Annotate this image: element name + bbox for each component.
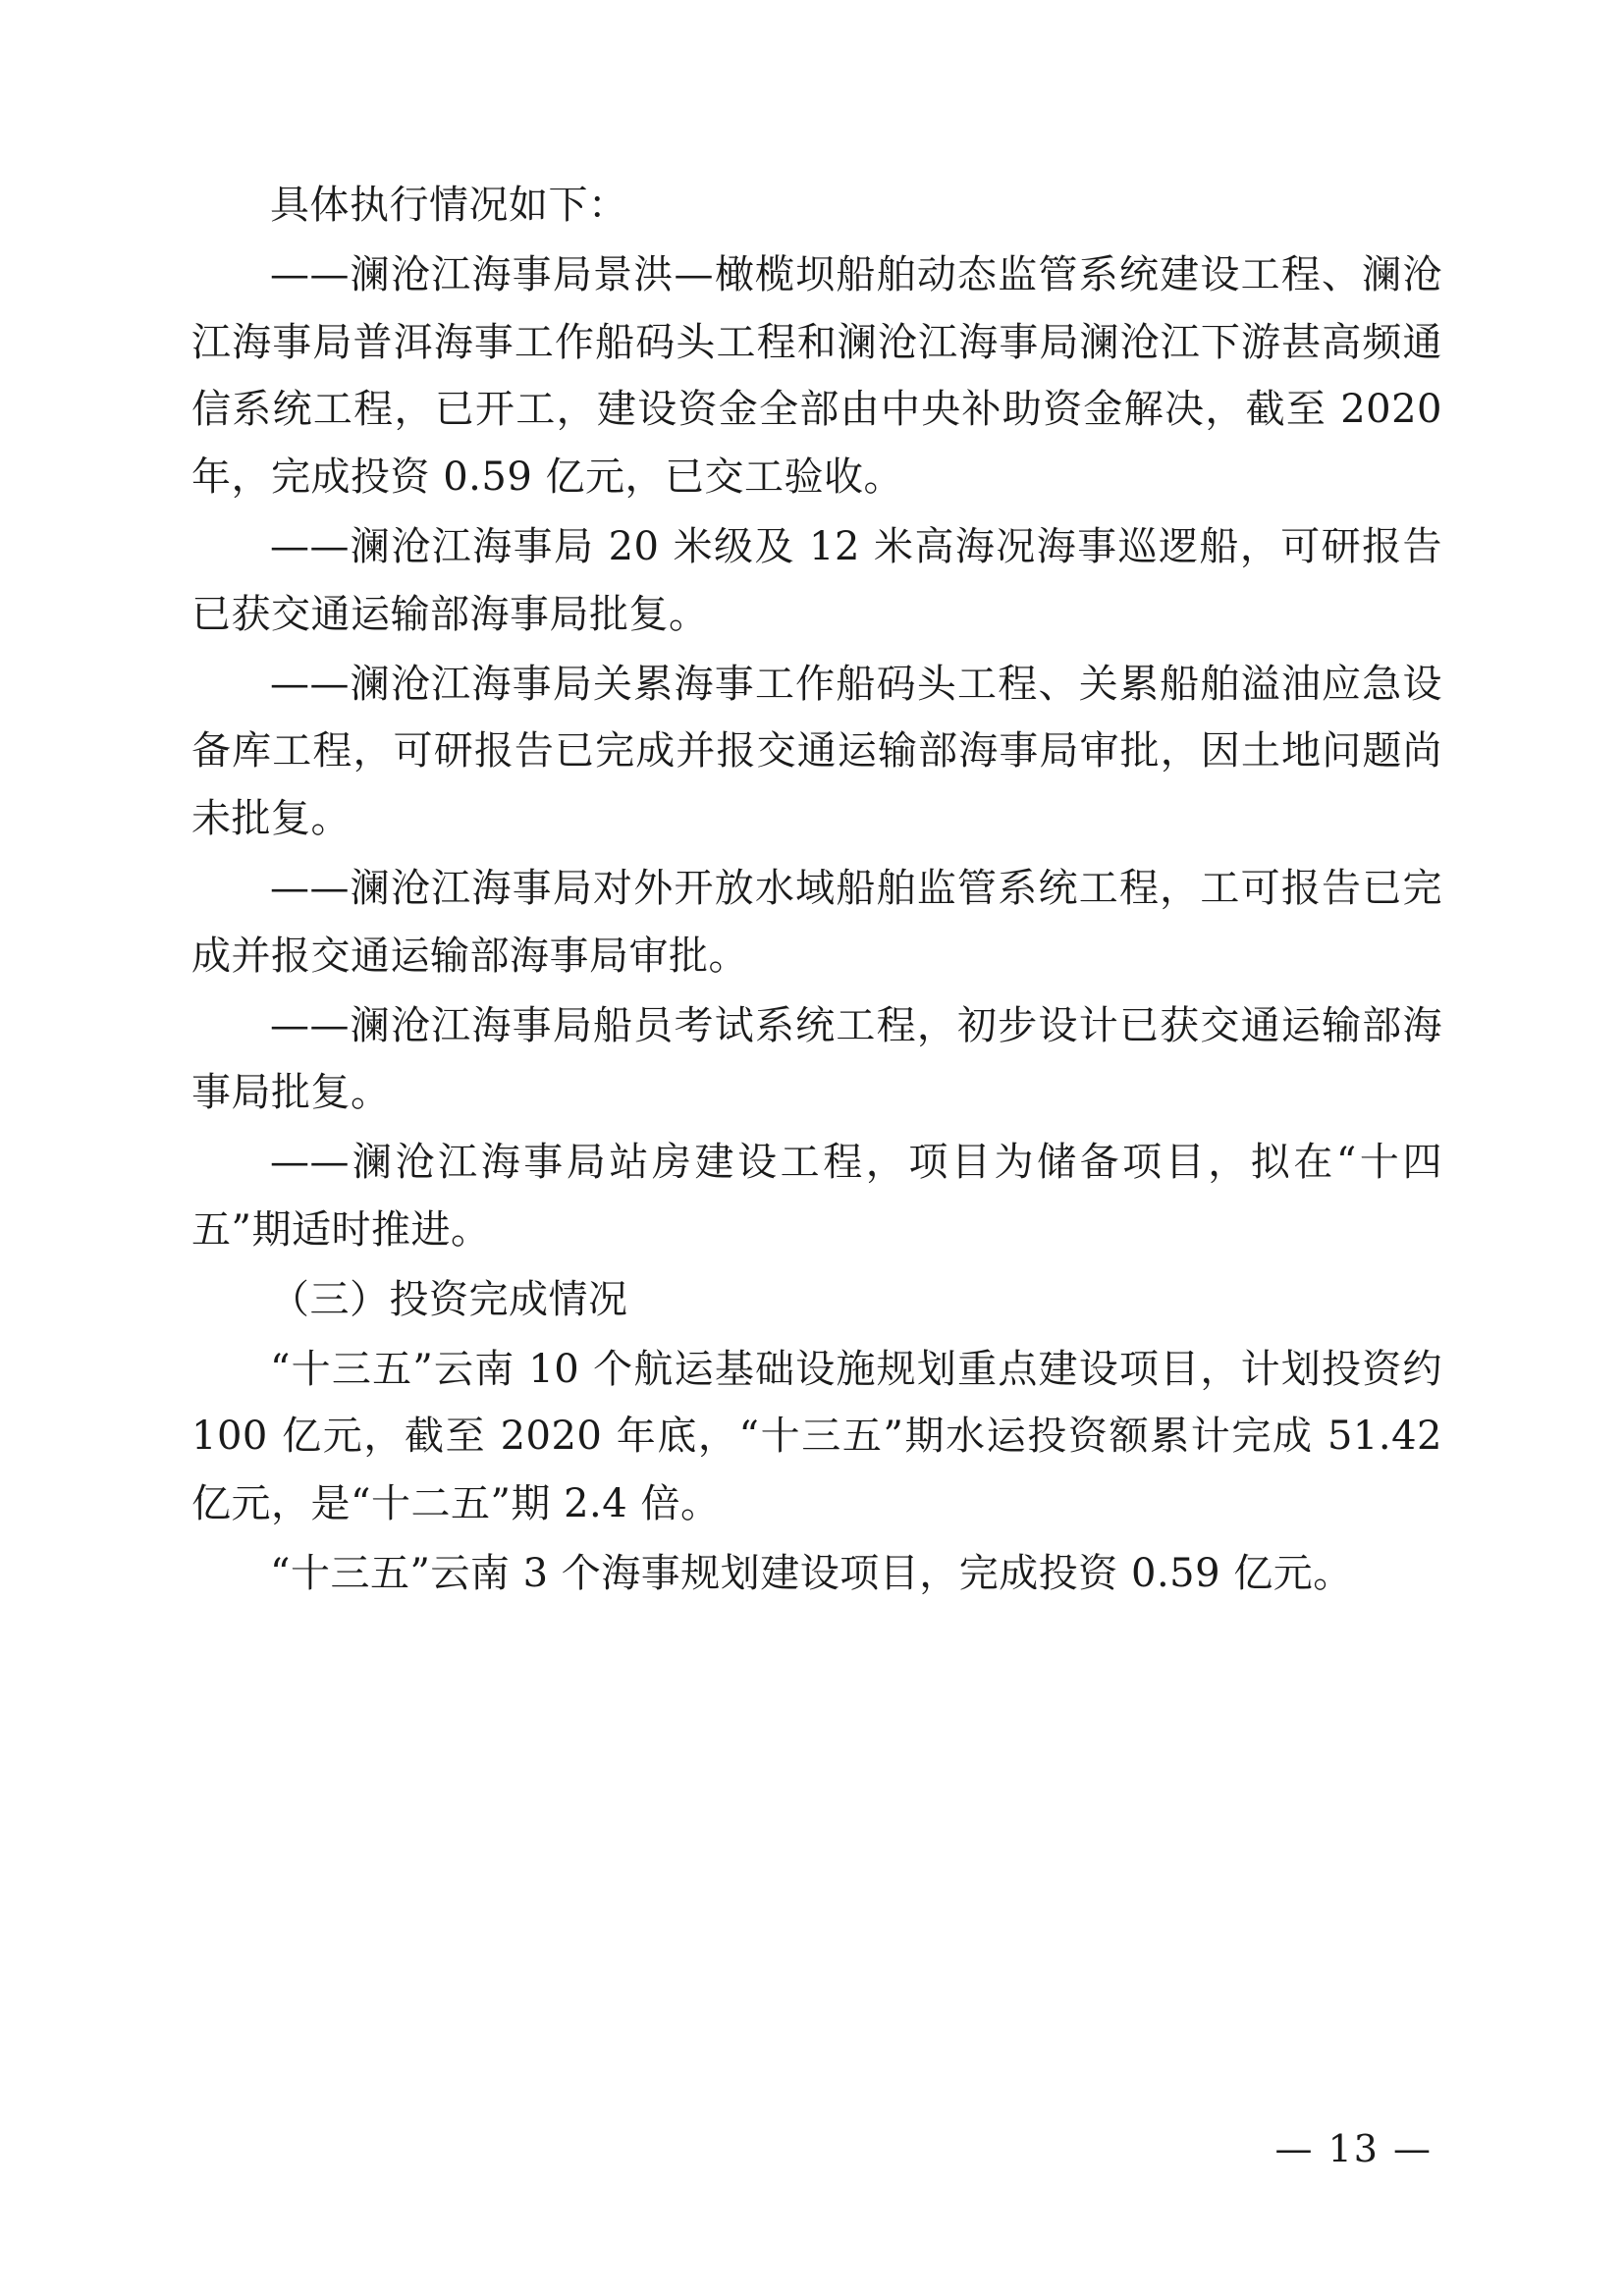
paragraph-item-4: ——澜沧江海事局对外开放水域船舶监管系统工程，工可报告已完成并报交通运输部海事局审批。 [191,865,1442,979]
paragraph-intro: 具体执行情况如下： [270,183,628,228]
paragraph-item-5: ——澜沧江海事局船员考试系统工程，初步设计已获交通运输部海事局批复。 [191,1002,1442,1116]
paragraph-item-3: ——澜沧江海事局关累海事工作船码头工程、关累船舶溢油应急设备库工程，可研报告已完成并报交通运输部海事局审批，因土地问题尚未批复。 [191,661,1442,842]
paragraph-item-2: ——澜沧江海事局 20 米级及 12 米高海况海事巡逻船，可研报告已获交通运输部海事局批复。 [191,523,1442,637]
section-heading-investment: （三）投资完成情况 [270,1276,628,1322]
document-body [191,172,1442,1608]
paragraph-investment-2: “十三五”云南 3 个海事规划建设项目，完成投资 0.59 亿元。 [270,1550,1353,1596]
paragraph-item-1: ——澜沧江海事局景洪—橄榄坝船舶动态监管系统建设工程、澜沧江海事局普洱海事工作船码头工程和澜沧江海事局澜沧江下游甚高频通信系统工程，已开工，建设资金全部由中央补助资金解决，截至 2020 年，完成投资 0.59 亿元，已交工验收。 [191,251,1442,501]
page-number: — 13 — [1274,2127,1433,2170]
paragraph-item-6: ——澜沧江海事局站房建设工程，项目为储备项目，拟在“十四五”期适时推进。 [191,1140,1442,1253]
paragraph-investment-1: “十三五”云南 10 个航运基础设施规划重点建设项目，计划投资约 100 亿元，截至 2020 年底，“十三五”期水运投资额累计完成 51.42 亿元，是“十二五”期 2.4 倍。 [191,1346,1442,1527]
